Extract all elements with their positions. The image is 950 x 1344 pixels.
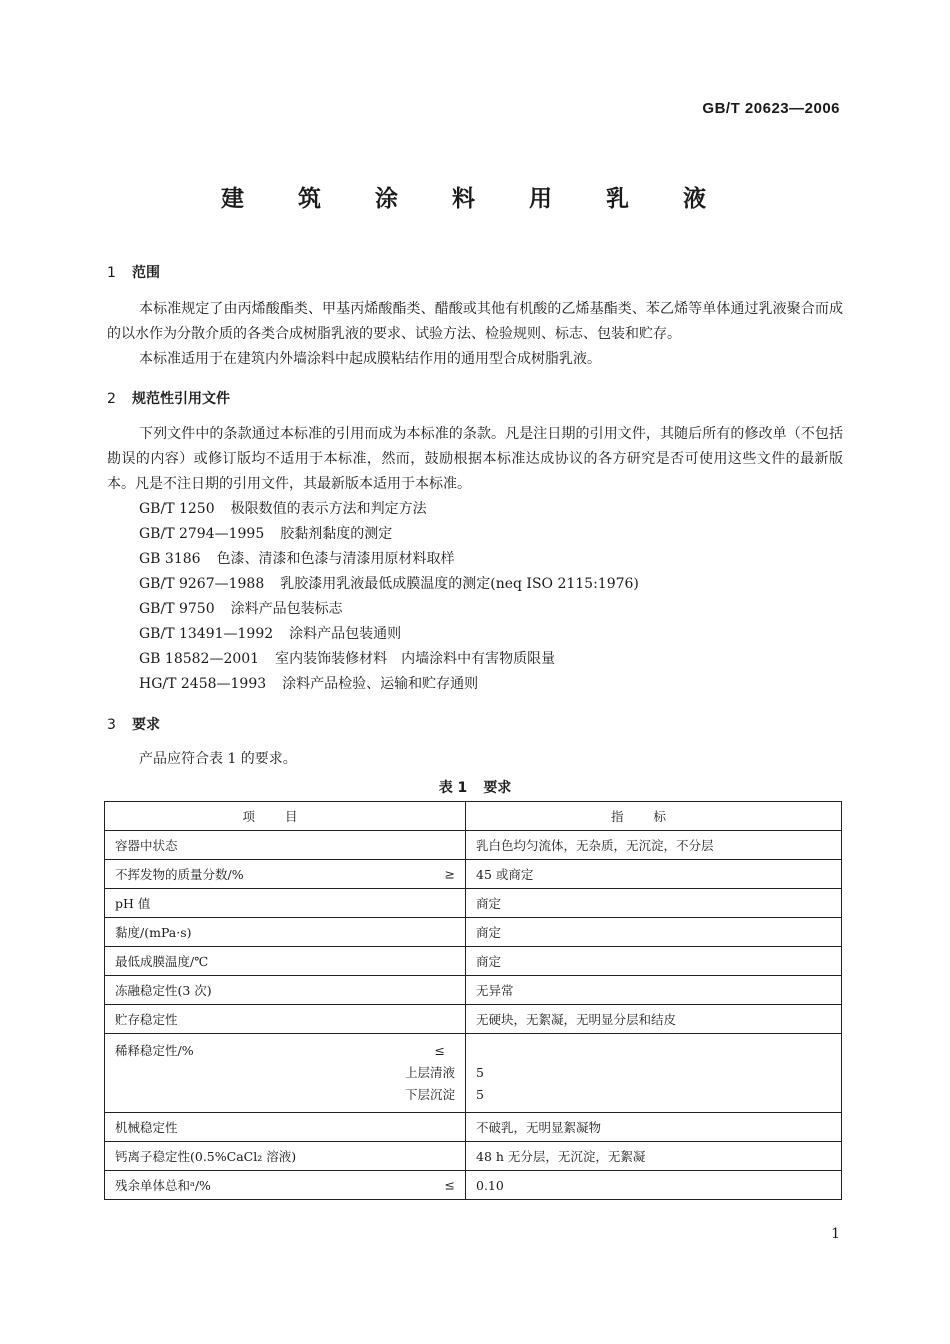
reference-name: 涂料产品包装标志 bbox=[230, 601, 343, 617]
reference-item bbox=[139, 572, 639, 597]
reference-code: GB/T 9267—1988 bbox=[139, 576, 265, 592]
item-sign: ≥ bbox=[444, 866, 455, 882]
section-number: 2 bbox=[107, 391, 116, 407]
table-row bbox=[105, 947, 842, 976]
reference-code: GB/T 1250 bbox=[139, 501, 215, 517]
reference-name: 涂料产品包装通则 bbox=[289, 626, 402, 642]
item-cell bbox=[105, 1113, 466, 1142]
value-cell bbox=[466, 1034, 842, 1113]
reference-name: 极限数值的表示方法和判定方法 bbox=[230, 501, 427, 517]
item-label: 容器中状态 bbox=[115, 838, 178, 853]
header-item: 项目 bbox=[105, 802, 466, 831]
reference-code: GB/T 9750 bbox=[139, 601, 215, 617]
sub-item-value: 5 bbox=[476, 1087, 484, 1102]
item-sign: ≤ bbox=[434, 1043, 445, 1058]
sub-item-label: 下层沉淀 bbox=[404, 1087, 455, 1102]
dilution-label-line bbox=[115, 1040, 455, 1062]
reference-name: 室内装饰装修材料 内墙涂料中有害物质限量 bbox=[275, 651, 556, 667]
reference-item bbox=[139, 672, 478, 697]
section-1-paragraph-1: 本标准规定了由丙烯酸酯类、甲基丙烯酸酯类、醋酸或其他有机酸的乙烯基酯类、苯乙烯等单体通过乳液聚合而成的以水作为分散介质的各类合成树脂乳液的要求、试验方法、检验规则、标志、包装和贮存。 bbox=[107, 301, 843, 342]
table-row bbox=[105, 1113, 842, 1142]
item-label: 钙离子稳定性(0.5%CaCl₂ 溶液) bbox=[115, 1149, 297, 1164]
item-label: 冻融稳定性(3 次) bbox=[115, 983, 212, 998]
item-label: 稀释稳定性/% bbox=[115, 1043, 194, 1058]
table-row bbox=[105, 889, 842, 918]
reference-code: GB/T 13491—1992 bbox=[139, 626, 274, 642]
item-label: 不挥发物的质量分数/% bbox=[115, 867, 244, 882]
table-row bbox=[105, 976, 842, 1005]
value-cell: 48 h 无分层，无沉淀，无絮凝 bbox=[466, 1142, 842, 1171]
item-cell bbox=[105, 860, 466, 889]
table-header-row bbox=[105, 802, 842, 831]
item-cell bbox=[105, 889, 466, 918]
item-label: pH 值 bbox=[115, 896, 151, 911]
item-cell bbox=[105, 976, 466, 1005]
table-row bbox=[105, 1142, 842, 1171]
table-row bbox=[105, 1171, 842, 1200]
item-cell bbox=[105, 1005, 466, 1034]
section-3-heading bbox=[107, 714, 160, 734]
section-title: 要求 bbox=[132, 717, 160, 733]
reference-code: GB 18582—2001 bbox=[139, 651, 260, 667]
item-label: 最低成膜温度/℃ bbox=[115, 954, 209, 969]
value-cell: 不破乳，无明显絮凝物 bbox=[466, 1113, 842, 1142]
table-title: 要求 bbox=[483, 780, 512, 796]
sub-item-value: 5 bbox=[476, 1065, 484, 1080]
value-cell: 乳白色均匀流体，无杂质，无沉淀，不分层 bbox=[466, 831, 842, 860]
item-cell bbox=[105, 1142, 466, 1171]
reference-item bbox=[139, 622, 401, 647]
header-index: 指标 bbox=[466, 802, 842, 831]
item-cell bbox=[105, 1034, 466, 1113]
reference-item bbox=[139, 547, 455, 572]
table-row bbox=[105, 831, 842, 860]
table-row bbox=[105, 918, 842, 947]
section-2-heading bbox=[107, 388, 230, 408]
item-label: 黏度/(mPa·s) bbox=[115, 925, 192, 940]
section-3-paragraph-1: 产品应符合表 1 的要求。 bbox=[139, 751, 297, 767]
table-number: 表 1 bbox=[438, 780, 468, 796]
item-label: 机械稳定性 bbox=[115, 1120, 178, 1135]
value-cell: 商定 bbox=[466, 918, 842, 947]
section-title: 规范性引用文件 bbox=[132, 391, 230, 407]
reference-code: GB/T 2794—1995 bbox=[139, 526, 265, 542]
sub-item-label: 上层清液 bbox=[404, 1065, 455, 1080]
item-cell bbox=[105, 947, 466, 976]
value-cell: 45 或商定 bbox=[466, 860, 842, 889]
reference-name: 涂料产品检验、运输和贮存通则 bbox=[282, 676, 479, 692]
section-number: 3 bbox=[107, 717, 116, 733]
reference-code: GB 3186 bbox=[139, 551, 201, 567]
reference-code: HG/T 2458—1993 bbox=[139, 676, 267, 692]
standard-code: GB/T 20623—2006 bbox=[702, 100, 840, 117]
reference-item bbox=[139, 522, 392, 547]
section-number: 1 bbox=[107, 265, 116, 281]
section-title: 范围 bbox=[132, 265, 160, 281]
section-1-paragraph-2: 本标准适用于在建筑内外墙涂料中起成膜粘结作用的通用型合成树脂乳液。 bbox=[139, 351, 601, 367]
item-cell bbox=[105, 918, 466, 947]
reference-name: 乳胶漆用乳液最低成膜温度的测定(neq ISO 2115:1976) bbox=[280, 576, 639, 592]
reference-name: 胶黏剂黏度的测定 bbox=[280, 526, 393, 542]
table-row-dilution bbox=[105, 1034, 842, 1113]
value-cell: 商定 bbox=[466, 947, 842, 976]
page-number: 1 bbox=[831, 1226, 840, 1242]
section-1-heading bbox=[107, 262, 160, 282]
item-cell bbox=[105, 831, 466, 860]
requirements-table bbox=[104, 801, 842, 1200]
item-label: 残余单体总和ᵃ/% bbox=[115, 1178, 211, 1193]
value-cell: 商定 bbox=[466, 889, 842, 918]
value-cell: 无硬块，无絮凝，无明显分层和结皮 bbox=[466, 1005, 842, 1034]
item-sign: ≤ bbox=[444, 1177, 455, 1193]
item-label: 贮存稳定性 bbox=[115, 1012, 178, 1027]
table-row bbox=[105, 1005, 842, 1034]
document-title: 建 筑 涂 料 用 乳 液 bbox=[220, 186, 730, 212]
value-cell: 无异常 bbox=[466, 976, 842, 1005]
reference-item bbox=[139, 597, 343, 622]
table-row bbox=[105, 860, 842, 889]
value-cell: 0.10 bbox=[466, 1171, 842, 1200]
reference-item bbox=[139, 497, 427, 522]
reference-item bbox=[139, 647, 555, 672]
spacer bbox=[476, 1040, 831, 1062]
reference-name: 色漆、清漆和色漆与清漆用原材料取样 bbox=[216, 551, 455, 567]
table-caption bbox=[0, 777, 950, 797]
item-cell bbox=[105, 1171, 466, 1200]
section-2-paragraph-1: 下列文件中的条款通过本标准的引用而成为本标准的条款。凡是注日期的引用文件，其随后所有的修改单（不包括勘误的内容）或修订版均不适用于本标准，然而，鼓励根据本标准达成协议的各方研究是否可使用这些文件的最新版本。凡是不注日期的引用文件，其最新版本适用于本标准。 bbox=[107, 426, 843, 492]
